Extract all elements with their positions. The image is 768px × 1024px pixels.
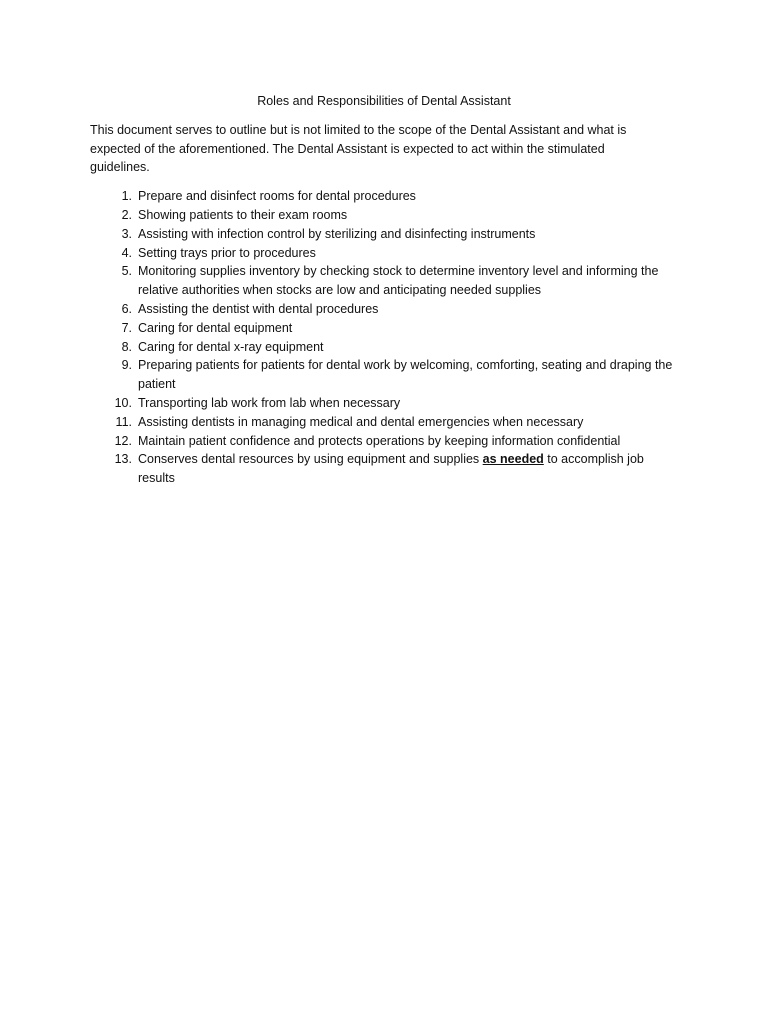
list-item-number: 1. <box>121 189 132 204</box>
list-item-text: Monitoring supplies inventory by checking stock to determine inventory level and informing the relative authorities when stocks are low and anticipating needed supplies <box>138 264 659 298</box>
list-item-text: Assisting dentists in managing medical and dental emergencies when necessary <box>138 414 584 429</box>
list-item-number: 13. <box>114 452 132 467</box>
list-item <box>90 225 678 244</box>
list-item-number: 5. <box>121 264 132 279</box>
responsibilities-list <box>90 187 678 488</box>
list-item-number: 7. <box>121 320 132 335</box>
list-item-number: 11. <box>115 414 132 429</box>
list-item-text: Prepare and disinfect rooms for dental procedures <box>138 189 416 204</box>
list-item <box>90 432 678 451</box>
list-item <box>90 413 678 432</box>
list-item-number: 8. <box>121 339 132 354</box>
list-item-text: Showing patients to their exam rooms <box>138 207 348 222</box>
list-item-text: Preparing patients for patients for dental work by welcoming, comforting, seating and draping the patient <box>138 358 673 392</box>
list-item-number: 12. <box>114 433 132 448</box>
list-item-number: 9. <box>121 358 132 373</box>
list-item <box>90 450 678 488</box>
list-item-text-after: to accomplish job results <box>138 452 644 486</box>
list-item-number: 6. <box>121 301 132 316</box>
list-item-number: 4. <box>121 245 132 260</box>
list-item <box>90 356 678 394</box>
list-item <box>90 244 678 263</box>
list-item-emphasis: as needed <box>482 452 544 467</box>
list-item <box>90 206 678 225</box>
list-item <box>90 300 678 319</box>
list-item <box>90 394 678 413</box>
list-item-number: 10. <box>114 395 132 410</box>
list-item-text: Assisting the dentist with dental procedures <box>138 301 379 316</box>
list-item-text: Maintain patient confidence and protects operations by keeping information confidential <box>138 433 621 448</box>
list-item <box>90 338 678 357</box>
list-item-text: Setting trays prior to procedures <box>138 245 316 260</box>
list-item-text: Caring for dental x-ray equipment <box>138 339 324 354</box>
document-title: Roles and Responsibilities of Dental Assistant <box>257 94 511 108</box>
list-item-text: Transporting lab work from lab when necessary <box>138 395 401 410</box>
list-item <box>90 187 678 206</box>
list-item-number: 3. <box>121 226 132 241</box>
list-item <box>90 262 678 300</box>
list-item-text-before: Conserves dental resources by using equipment and supplies <box>138 452 483 467</box>
list-item-text: Caring for dental equipment <box>138 320 293 335</box>
list-item-number: 2. <box>121 207 132 222</box>
list-item <box>90 319 678 338</box>
list-item-text: Assisting with infection control by sterilizing and disinfecting instruments <box>138 226 536 241</box>
intro-paragraph: This document serves to outline but is not limited to the scope of the Dental Assistant and what is expected of the aforementioned. The Dental Assistant is expected to act within the stimulated guidelines. <box>90 122 627 175</box>
